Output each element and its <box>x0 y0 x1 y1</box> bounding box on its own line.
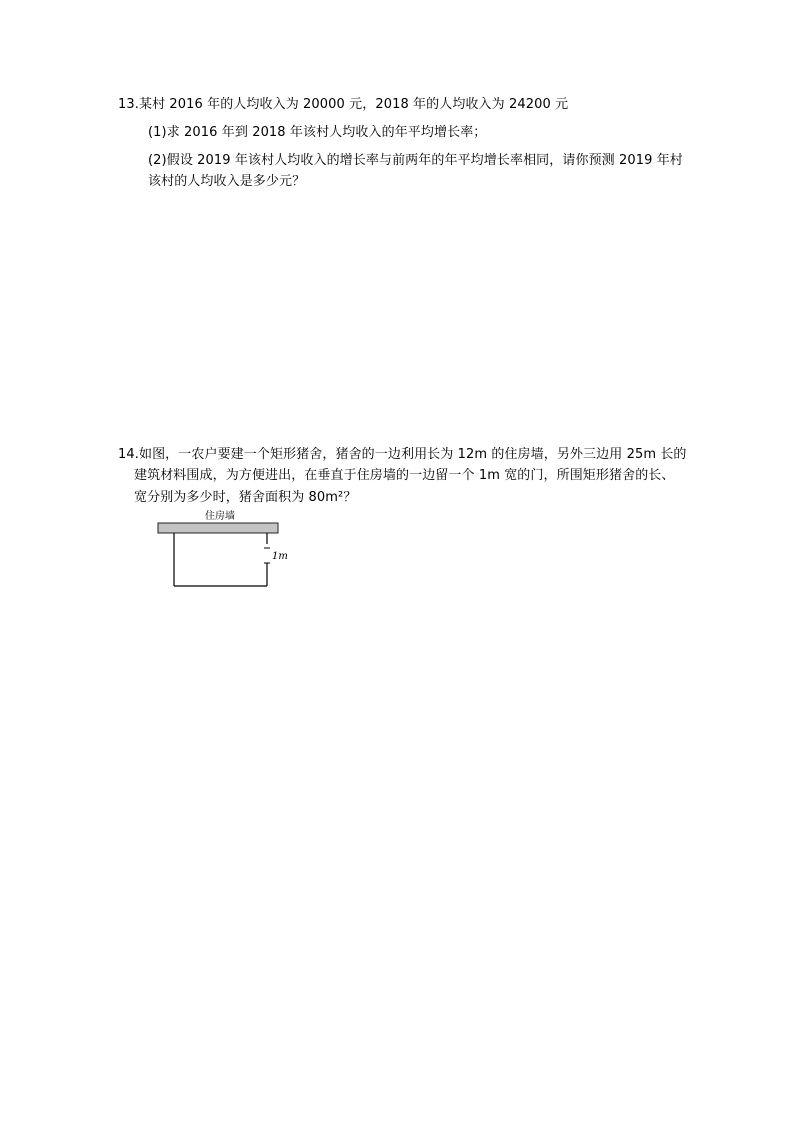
q14-line2: 建筑材料围成，为方便进出，在垂直于住房墙的一边留一个 1m 宽的门，所围矩形猪舍的长、 <box>134 468 675 483</box>
q13-stem: 13.某村 2016 年的人均收入为 20000 元，2018 年的人均收入为 24200 元 <box>118 97 569 112</box>
q13-part1: (1)求 2016 年到 2018 年该村人均收入的年平均增长率； <box>148 125 487 140</box>
wall-label: 住房墙 <box>205 511 235 522</box>
q14-line3: 宽分别为多少时，猪舍面积为 80m²？ <box>134 490 357 505</box>
pigpen-diagram <box>150 506 290 592</box>
q13-part2-line2: 该村的人均收入是多少元？ <box>148 174 306 189</box>
pigpen-figure <box>150 506 290 592</box>
q13-part2-line1: (2)假设 2019 年该村人均收入的增长率与前两年的年平均增长率相同，请你预测 2019 年村 <box>148 153 683 168</box>
house-wall <box>158 523 278 533</box>
door-width-label: 1m <box>272 551 288 562</box>
q14-line1: 14.如图，一农户要建一个矩形猪舍，猪舍的一边利用长为 12m 的住房墙，另外三边用 25m 长的 <box>118 447 687 462</box>
